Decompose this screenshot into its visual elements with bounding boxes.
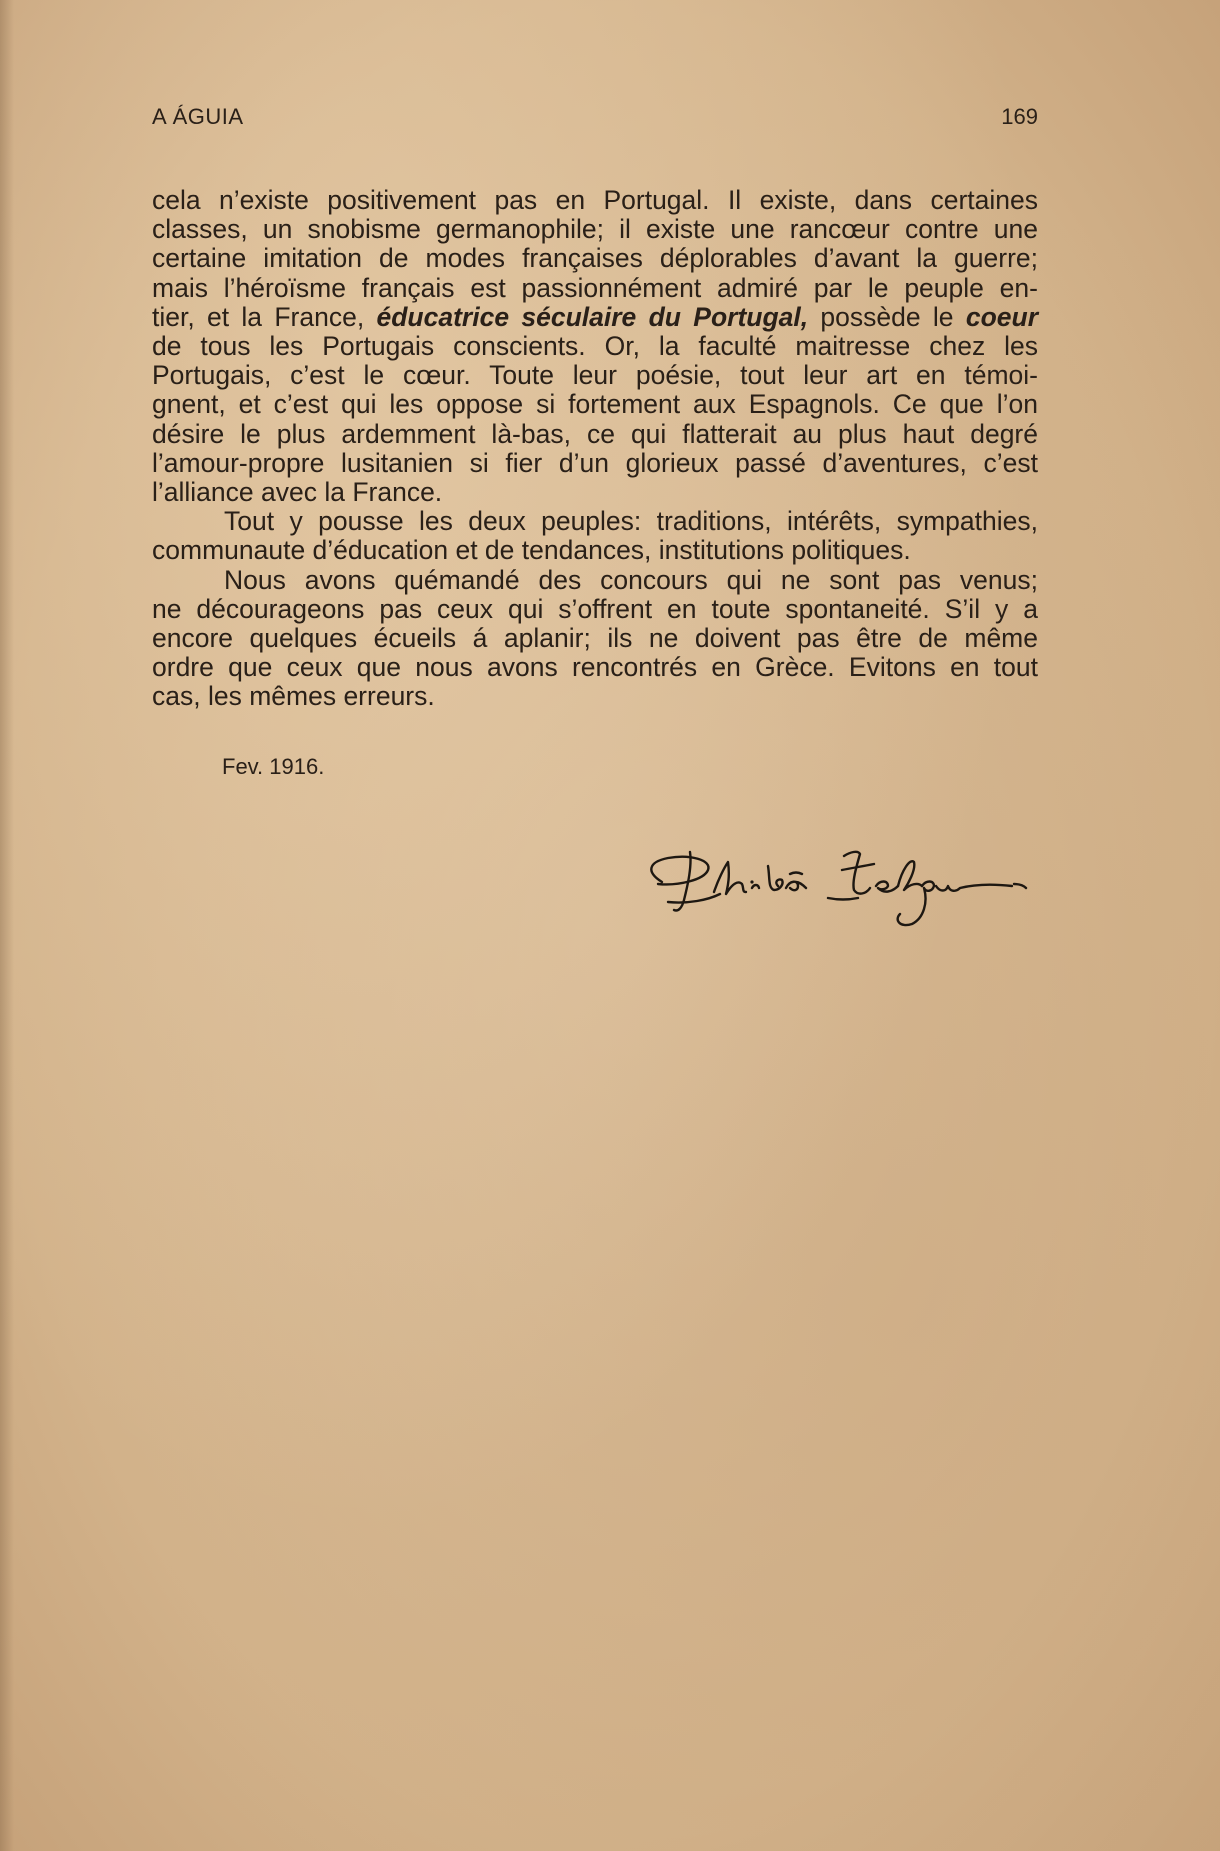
handwritten-signature-icon: [628, 822, 1030, 942]
text-line: ordre que ceux que nous avons rencontrés en Grèce. Evitons en tout: [152, 652, 1038, 683]
text-line: désire le plus ardemment là-bas, ce qui flatterait au plus haut degré: [152, 418, 1038, 449]
text-line: communaute d’éducation et de tendances, institutions politiques.: [152, 535, 911, 566]
text-line: l’amour-propre lusitanien si fier d’un glorieux passé d’aventures, c’est: [152, 447, 1038, 478]
text-line: cas, les mêmes erreurs.: [152, 681, 435, 712]
article-body: [152, 186, 1038, 712]
text-line: Nous avons quémandé des concours qui ne sont pas venus;: [224, 564, 1038, 595]
paragraph-1: [152, 186, 1038, 507]
text-line: classes, un snobisme germanophile; il existe une rancœur contre une: [152, 214, 1038, 245]
page-edge-shadow: [0, 0, 14, 1851]
text-line: Portugais, c’est le cœur. Toute leur poésie, tout leur art en témoi-: [152, 360, 1038, 391]
text-line: ne décourageons pas ceux qui s’offrent en toute spontaneité. S’il y a: [152, 593, 1038, 624]
date-line: Fev. 1916.: [222, 754, 325, 779]
paragraph-3: [152, 566, 1038, 712]
running-head: A ÁGUIA: [152, 104, 244, 129]
emphasis-text: coeur: [965, 301, 1039, 332]
text-segment: tier, et la France,: [152, 301, 377, 332]
text-line: cela n’existe positivement pas en Portugal. Il existe, dans certaines: [152, 185, 1038, 215]
text-line: mais l’héroïsme français est passionnément admiré par le peuple en-: [152, 272, 1038, 303]
text-line: gnent, et c’est qui les oppose si fortement aux Espagnols. Ce que l’on: [152, 389, 1038, 420]
page-header: [152, 104, 1038, 134]
text-line: Tout y pousse les deux peuples: traditions, intérêts, sympathies,: [224, 506, 1038, 537]
text-line: certaine imitation de modes françaises déplorables d’avant la guerre;: [152, 243, 1038, 274]
text-segment: possède le: [808, 301, 966, 332]
paragraph-2: [152, 507, 1038, 565]
signature-drawing: [628, 822, 1030, 942]
emphasis-text: éducatrice séculaire du Portugal,: [376, 301, 809, 332]
text-line: l’alliance avec la France.: [152, 477, 443, 508]
text-line-with-emphasis: [152, 303, 1038, 332]
text-line: encore quelques écueils á aplanir; ils ne doivent pas être de même: [152, 623, 1038, 654]
text-line: de tous les Portugais conscients. Or, la faculté maitresse chez les: [152, 331, 1038, 362]
page-number: 169: [1001, 104, 1038, 129]
